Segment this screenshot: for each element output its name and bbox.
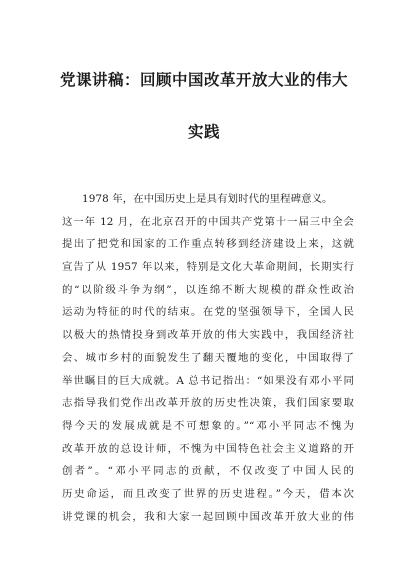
body-line: 运动为特征的时代的结束。在党的坚强领导下，全国人民	[62, 306, 354, 319]
body-line: 会、城市乡村的面貌发生了翻天覆地的变化，中国取得了	[62, 351, 354, 364]
body-line: 改革开放的总设计师，不愧为中国特色社会主义道路的开	[62, 442, 354, 455]
body-line: 创者”。“邓小平同志的贡献，不仅改变了中国人民的	[62, 465, 354, 478]
body-line: 宣告了从 1957 年以来，特别是文化大革命期间，长期实行	[62, 261, 354, 274]
body-line: 历史命运，而且改变了世界的历史进程。”今天，借本次	[62, 487, 354, 500]
body-line: 的“以阶级斗争为纲”，以连绵不断大规模的群众性政治	[62, 283, 354, 296]
body-line: 1978 年，在中国历史上是具有划时代的里程碑意义。	[82, 193, 333, 205]
document-title-line-2: 实践	[187, 123, 220, 141]
document-title-line-1: 党课讲稿：回顾中国改革开放大业的伟大	[59, 71, 348, 89]
body-line: 得今天的发展成就是不可想象的。”“邓小平同志不愧为	[62, 419, 354, 432]
body-line: 提出了把党和国家的工作重点转移到经济建设上来，这就	[62, 238, 354, 251]
body-line: 举世瞩目的巨大成就。A 总书记指出：“如果没有邓小平同	[62, 374, 354, 387]
body-line: 这一年 12 月，在北京召开的中国共产党第十一届三中全会	[62, 215, 354, 228]
body-line: 讲党课的机会，我和大家一起回顾中国改革开放大业的伟	[62, 510, 354, 523]
body-line: 以极大的热情投身到改革开放的伟大实践中，我国经济社	[62, 329, 354, 342]
body-line: 志指导我们党作出改革开放的历史性决策，我们国家要取	[62, 397, 354, 410]
body-paragraph	[62, 188, 354, 528]
